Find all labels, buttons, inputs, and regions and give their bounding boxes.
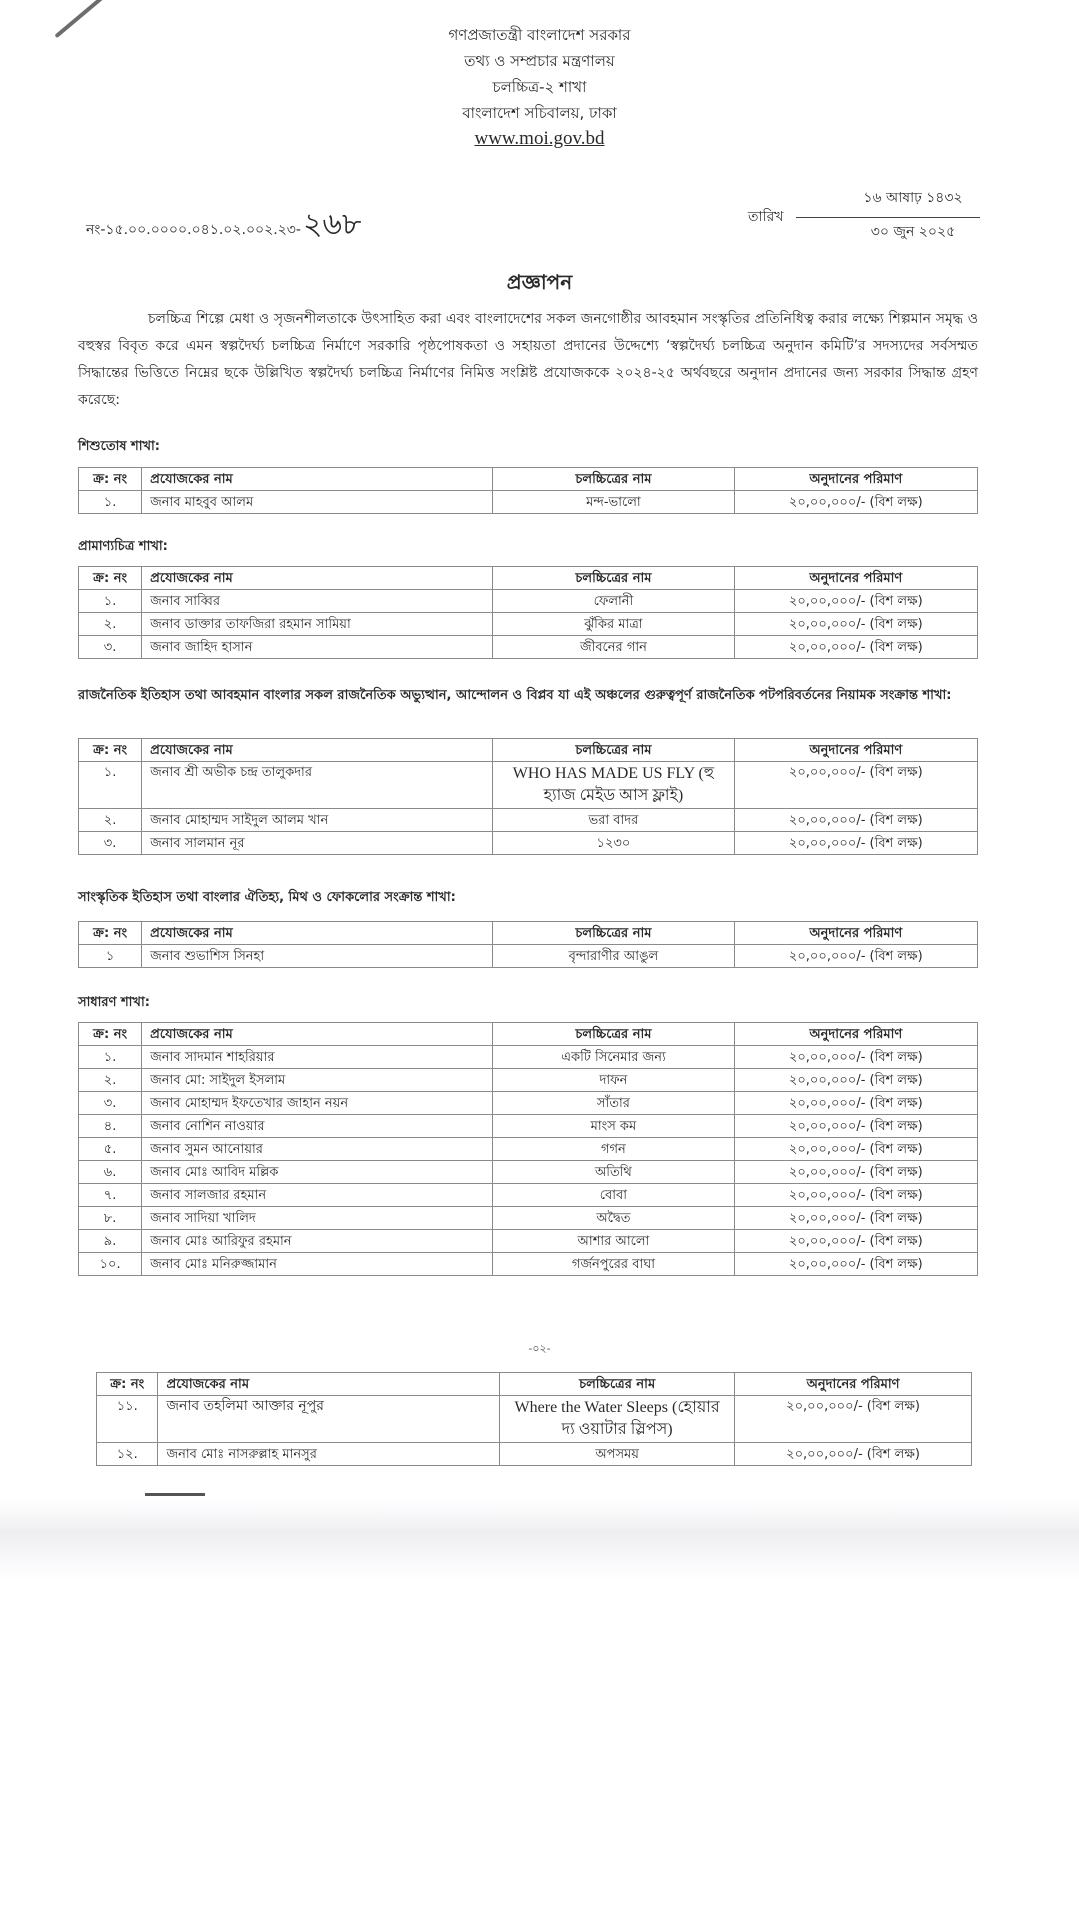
- col-producer: প্রযোজকের নাম: [142, 468, 493, 491]
- table-row: [79, 636, 978, 659]
- producer-cell: জনাব শ্রী অভীক চন্দ্র তালুকদার: [142, 762, 493, 809]
- col-producer: প্রযোজকের নাম: [142, 739, 493, 762]
- table-header-row: [79, 739, 978, 762]
- scan-artifact-mark: [145, 1493, 205, 1496]
- serial-cell: ২.: [79, 809, 142, 832]
- amount-cell: ২০,০০,০০০/- (বিশ লক্ষ): [734, 832, 977, 855]
- date-label: তারিখ: [748, 209, 784, 225]
- amount-cell: ২০,০০,০০০/- (বিশ লক্ষ): [734, 809, 977, 832]
- amount-cell: ২০,০০,০০০/- (বিশ লক্ষ): [734, 491, 977, 514]
- serial-cell: ১২.: [97, 1443, 158, 1466]
- col-film: চলচ্চিত্রের নাম: [493, 567, 734, 590]
- film-cell: বোবা: [493, 1184, 734, 1207]
- amount-cell: ২০,০০,০০০/- (বিশ লক্ষ): [734, 1253, 977, 1276]
- govt-name: গণপ্রজাতন্ত্রী বাংলাদেশ সরকার: [448, 26, 631, 44]
- producer-cell: জনাব মোঃ আরিফুর রহমান: [142, 1230, 493, 1253]
- film-cell: অতিথি: [493, 1161, 734, 1184]
- grant-table-political: [78, 738, 978, 855]
- producer-cell: জনাব তহলিমা আক্তার নূপুর: [158, 1396, 500, 1443]
- amount-cell: ২০,০০,০০০/- (বিশ লক্ষ): [734, 1230, 977, 1253]
- memo-number-text: নং-১৫.০০.০০০০.০৪১.০২.০০২.২৩-: [86, 222, 301, 238]
- serial-cell: ৮.: [79, 1207, 142, 1230]
- col-producer: প্রযোজকের নাম: [142, 567, 493, 590]
- table-row: [79, 590, 978, 613]
- producer-cell: জনাব মো: সাইদুল ইসলাম: [142, 1069, 493, 1092]
- amount-cell: ২০,০০,০০০/- (বিশ লক্ষ): [734, 1069, 977, 1092]
- serial-cell: ৪.: [79, 1115, 142, 1138]
- serial-cell: ১: [79, 945, 142, 968]
- film-cell: জীবনের গান: [493, 636, 734, 659]
- film-cell: মন্দ-ভালো: [493, 491, 734, 514]
- film-cell: Where the Water Sleeps (হোয়ার দ্য ওয়াটার স্লিপস): [500, 1396, 735, 1443]
- gregorian-date: ৩০ জুন ২০২৫: [870, 224, 956, 240]
- amount-cell: ২০,০০,০০০/- (বিশ লক্ষ): [734, 636, 977, 659]
- producer-cell: জনাব মোহাম্মদ সাইদুল আলম খান: [142, 809, 493, 832]
- col-serial: ক্র: নং: [79, 1023, 142, 1046]
- amount-cell: ২০,০০,০০০/- (বিশ লক্ষ): [734, 613, 977, 636]
- amount-cell: ২০,০০,০০০/- (বিশ লক্ষ): [734, 1115, 977, 1138]
- film-cell: গগন: [493, 1138, 734, 1161]
- amount-cell: ২০,০০,০০০/- (বিশ লক্ষ): [734, 1092, 977, 1115]
- serial-cell: ১.: [79, 762, 142, 809]
- col-producer: প্রযোজকের নাম: [158, 1373, 500, 1396]
- table-row: [79, 613, 978, 636]
- producer-cell: জনাব মোহাম্মদ ইফতেখার জাহান নয়ন: [142, 1092, 493, 1115]
- film-cell: সাঁতার: [493, 1092, 734, 1115]
- table-header-row: [97, 1373, 972, 1396]
- film-cell: অদ্বৈত: [493, 1207, 734, 1230]
- table-row: [79, 1230, 978, 1253]
- table-row: [79, 1069, 978, 1092]
- branch-name: চলচ্চিত্র-২ শাখা: [492, 78, 587, 96]
- table-row: [79, 491, 978, 514]
- serial-cell: ২.: [79, 1069, 142, 1092]
- col-amount: অনুদানের পরিমাণ: [734, 739, 977, 762]
- film-cell: WHO HAS MADE US FLY (হু হ্যাজ মেইড আস ফ্লাই): [493, 762, 734, 809]
- col-serial: ক্র: নং: [79, 739, 142, 762]
- col-film: চলচ্চিত্রের নাম: [493, 1023, 734, 1046]
- film-cell: মাংস কম: [493, 1115, 734, 1138]
- serial-cell: ৫.: [79, 1138, 142, 1161]
- film-cell: ভরা বাদর: [493, 809, 734, 832]
- film-cell: ফেলানী: [493, 590, 734, 613]
- amount-cell: ২০,০০,০০০/- (বিশ লক্ষ): [734, 762, 977, 809]
- amount-cell: ২০,০০,০০০/- (বিশ লক্ষ): [734, 1207, 977, 1230]
- date-divider: [796, 217, 980, 218]
- film-cell: দাফন: [493, 1069, 734, 1092]
- producer-cell: জনাব শুভাশিস সিনহা: [142, 945, 493, 968]
- letterhead: [0, 22, 1079, 152]
- amount-cell: ২০,০০,০০০/- (বিশ লক্ষ): [735, 1443, 972, 1466]
- section-label: শিশুতোষ শাখা:: [78, 439, 161, 454]
- amount-cell: ২০,০০,০০০/- (বিশ লক্ষ): [735, 1396, 972, 1443]
- table-header-row: [79, 468, 978, 491]
- amount-cell: ২০,০০,০০০/- (বিশ লক্ষ): [734, 945, 977, 968]
- col-amount: অনুদানের পরিমাণ: [735, 1373, 972, 1396]
- grant-table-documentary: [78, 566, 978, 659]
- producer-cell: জনাব সালমান নূর: [142, 832, 493, 855]
- amount-cell: ২০,০০,০০০/- (বিশ লক্ষ): [734, 1184, 977, 1207]
- table-row: [97, 1443, 972, 1466]
- serial-cell: ৯.: [79, 1230, 142, 1253]
- table-row: [79, 1184, 978, 1207]
- col-producer: প্রযোজকের নাম: [142, 922, 493, 945]
- grant-table-general-continued: [96, 1372, 972, 1466]
- grant-table-children: [78, 467, 978, 514]
- film-cell: গর্জনপুরের বাঘা: [493, 1253, 734, 1276]
- website-link[interactable]: www.moi.gov.bd: [474, 128, 605, 149]
- amount-cell: ২০,০০,০০০/- (বিশ লক্ষ): [734, 590, 977, 613]
- producer-cell: জনাব সাদমান শাহরিয়ার: [142, 1046, 493, 1069]
- table-row: [79, 945, 978, 968]
- handwritten-number: ২৬৮: [302, 207, 362, 242]
- table-header-row: [79, 1023, 978, 1046]
- section-label: সাংস্কৃতিক ইতিহাস তথা বাংলার ঐতিহ্য, মিথ ও ফোকলোর সংক্রান্ত শাখা:: [78, 890, 456, 905]
- grant-table-cultural: [78, 921, 978, 968]
- table-row: [79, 1161, 978, 1184]
- col-amount: অনুদানের পরিমাণ: [734, 922, 977, 945]
- page-number: -০২-: [528, 1342, 551, 1355]
- col-serial: ক্র: নং: [79, 468, 142, 491]
- section-label: প্রামাণ্যচিত্র শাখা:: [78, 539, 168, 554]
- film-cell: বৃন্দারাণীর আঙুল: [493, 945, 734, 968]
- table-row: [79, 762, 978, 809]
- producer-cell: জনাব মোঃ মনিরুজ্জামান: [142, 1253, 493, 1276]
- producer-cell: জনাব ডাক্তার তাফজিরা রহমান সামিয়া: [142, 613, 493, 636]
- col-serial: ক্র: নং: [97, 1373, 158, 1396]
- serial-cell: ১১.: [97, 1396, 158, 1443]
- table-row: [79, 1253, 978, 1276]
- amount-cell: ২০,০০,০০০/- (বিশ লক্ষ): [734, 1138, 977, 1161]
- col-film: চলচ্চিত্রের নাম: [500, 1373, 735, 1396]
- col-producer: প্রযোজকের নাম: [142, 1023, 493, 1046]
- table-row: [79, 1046, 978, 1069]
- producer-cell: জনাব সাব্বির: [142, 590, 493, 613]
- section-label: সাধারণ শাখা:: [78, 995, 150, 1010]
- table-row: [79, 832, 978, 855]
- film-cell: আশার আলো: [493, 1230, 734, 1253]
- producer-cell: জনাব নোশিন নাওয়ার: [142, 1115, 493, 1138]
- serial-cell: ১.: [79, 1046, 142, 1069]
- serial-cell: ৩.: [79, 832, 142, 855]
- ministry-name: তথ্য ও সম্প্রচার মন্ত্রণালয়: [464, 52, 615, 70]
- col-serial: ক্র: নং: [79, 922, 142, 945]
- serial-cell: ৩.: [79, 636, 142, 659]
- col-film: চলচ্চিত্রের নাম: [493, 739, 734, 762]
- table-row: [97, 1396, 972, 1443]
- table-header-row: [79, 922, 978, 945]
- producer-cell: জনাব মোঃ আবিদ মল্লিক: [142, 1161, 493, 1184]
- col-amount: অনুদানের পরিমাণ: [734, 1023, 977, 1046]
- producer-cell: জনাব সালজার রহমান: [142, 1184, 493, 1207]
- producer-cell: জনাব মোঃ নাসরুল্লাহ মানসুর: [158, 1443, 500, 1466]
- table-header-row: [79, 567, 978, 590]
- section-label: রাজনৈতিক ইতিহাস তথা আবহমান বাংলার সকল রাজনৈতিক অভ্যুত্থান, আন্দোলন ও বিপ্লব যা এই অঞ্চলের গুরুত্বপূর্ণ রাজনৈতিক পটপরিবর্তনের নিয়ামক সংক্রান্ত শাখা:: [78, 688, 952, 703]
- amount-cell: ২০,০০,০০০/- (বিশ লক্ষ): [734, 1046, 977, 1069]
- serial-cell: ৬.: [79, 1161, 142, 1184]
- serial-cell: ১.: [79, 491, 142, 514]
- serial-cell: ৩.: [79, 1092, 142, 1115]
- col-amount: অনুদানের পরিমাণ: [734, 567, 977, 590]
- serial-cell: ৭.: [79, 1184, 142, 1207]
- film-cell: ঝুঁকির মাত্রা: [493, 613, 734, 636]
- producer-cell: জনাব জাহিদ হাসান: [142, 636, 493, 659]
- notice-title: প্রজ্ঞাপন: [506, 270, 573, 294]
- scan-shadow: [0, 1500, 1079, 1580]
- col-film: চলচ্চিত্রের নাম: [493, 922, 734, 945]
- table-row: [79, 1207, 978, 1230]
- serial-cell: ১.: [79, 590, 142, 613]
- col-serial: ক্র: নং: [79, 567, 142, 590]
- col-film: চলচ্চিত্রের নাম: [493, 468, 734, 491]
- film-cell: একটি সিনেমার জন্য: [493, 1046, 734, 1069]
- film-cell: অপসময়: [500, 1443, 735, 1466]
- memo-number: [86, 200, 361, 251]
- producer-cell: জনাব সাদিয়া খালিদ: [142, 1207, 493, 1230]
- col-amount: অনুদানের পরিমাণ: [734, 468, 977, 491]
- bangla-date: ১৬ আষাঢ় ১৪৩২: [863, 190, 963, 206]
- secretariat-address: বাংলাদেশ সচিবালয়, ঢাকা: [462, 104, 617, 122]
- intro-paragraph: চলচ্চিত্র শিল্পে মেধা ও সৃজনশীলতাকে উৎসাহিত করা এবং বাংলাদেশের সকল জনগোষ্ঠীর আবহমান সংস্কৃতির প্রতিনিধিত্ব করার লক্ষ্যে শিল্পমান সমৃদ্ধ ও বহুস্বর বিবৃত করে এমন স্বল্পদৈর্ঘ্য চলচ্চিত্র নির্মাণে সরকারি পৃষ্ঠপোষকতা ও সহায়তা প্রদানের উদ্দেশ্যে ‘স্বল্পদৈর্ঘ্য চলচ্চিত্র অনুদান কমিটি’র সদস্যদের সর্বসম্মত সিদ্ধান্তের ভিত্তিতে নিম্নের ছকে উল্লিখিত স্বল্পদৈর্ঘ্য চলচ্চিত্র নির্মাণের নিমিত্ত সংশ্লিষ্ট প্রযোজককে ২০২৪-২৫ অর্থবছরে অনুদান প্রদানের জন্য সরকার সিদ্ধান্ত গ্রহণ করেছে:: [78, 311, 978, 408]
- table-row: [79, 1138, 978, 1161]
- amount-cell: ২০,০০,০০০/- (বিশ লক্ষ): [734, 1161, 977, 1184]
- producer-cell: জনাব মাহবুব আলম: [142, 491, 493, 514]
- grant-table-general: [78, 1022, 978, 1276]
- table-row: [79, 1115, 978, 1138]
- serial-cell: ২.: [79, 613, 142, 636]
- table-row: [79, 1092, 978, 1115]
- serial-cell: ১০.: [79, 1253, 142, 1276]
- producer-cell: জনাব সুমন আনোয়ার: [142, 1138, 493, 1161]
- film-cell: ১২৩০: [493, 832, 734, 855]
- table-row: [79, 809, 978, 832]
